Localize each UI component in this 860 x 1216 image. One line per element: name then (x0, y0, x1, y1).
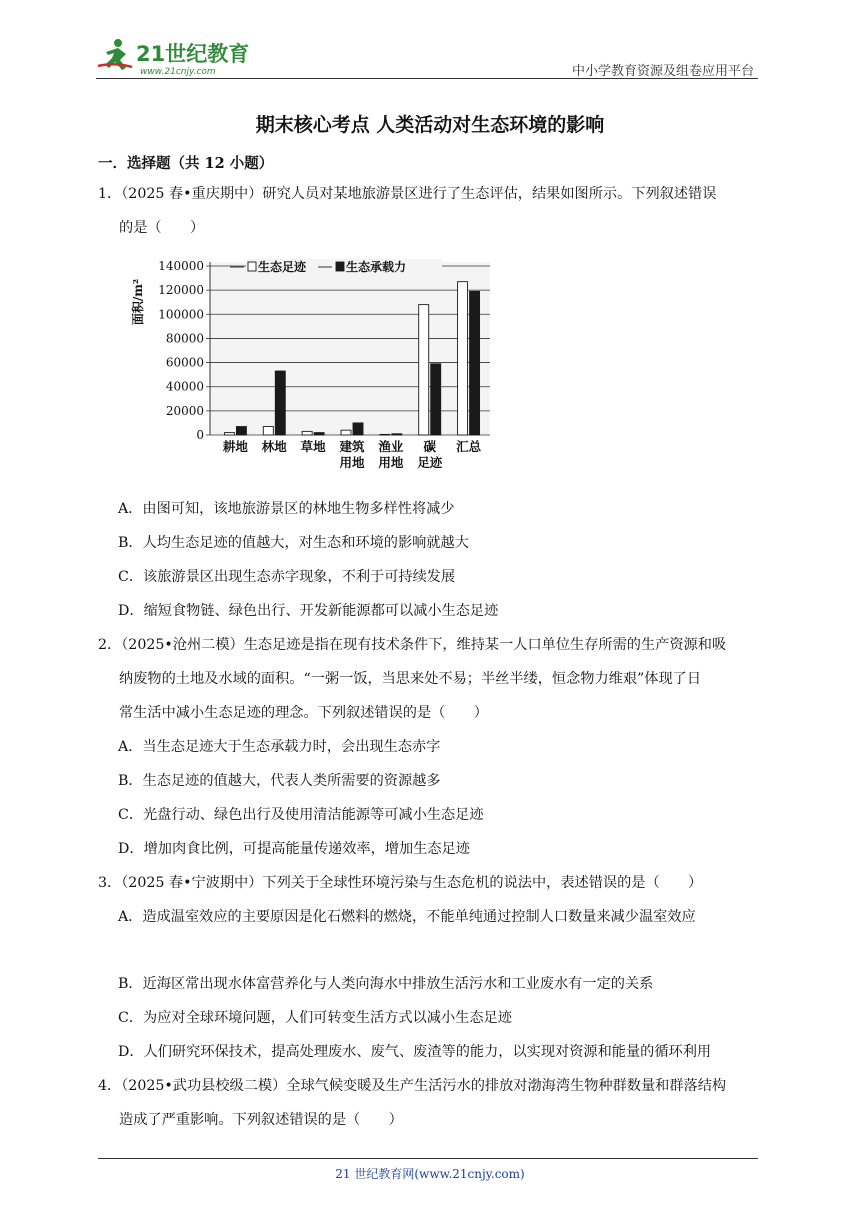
x-category-label: 草地 (300, 439, 326, 454)
site-logo (96, 36, 266, 78)
y-tick-label: 60000 (165, 355, 204, 370)
question-1-option-c[interactable]: C．该旅游景区出现生态赤字现象，不利于可持续发展 (118, 569, 456, 585)
question-2-option-d[interactable]: D．增加肉食比例，可提高能量传递效率，增加生态足迹 (118, 841, 470, 857)
x-category-label: 耕地 (222, 439, 248, 454)
question-2-line-3: 常生活中减小生态足迹的理念。下列叙述错误的是（ ） (119, 705, 488, 721)
question-3-line-1: 3．（2025 春•宁波期中）下列关于全球性环境污染与生态危机的说法中，表述错误的是（ ） (98, 875, 703, 891)
bar-footprint (263, 427, 273, 435)
question-3-option-b[interactable]: B．近海区常出现水体富营养化与人类向海水中排放生活污水和工业废水有一定的关系 (118, 976, 654, 992)
x-category-label: 建筑 (339, 439, 365, 454)
x-category-label: 足迹 (417, 455, 443, 470)
page-header (96, 28, 758, 82)
footer-divider (98, 1158, 758, 1159)
y-tick-label: 120000 (158, 283, 204, 298)
logo-url: www.21cnjy.com (140, 67, 216, 77)
bar-capacity (392, 434, 402, 435)
bar-capacity (236, 427, 246, 435)
question-2-option-c[interactable]: C．光盘行动、绿色出行及使用清洁能源等可减小生态足迹 (118, 807, 484, 823)
question-1-option-d[interactable]: D．缩短食物链、绿色出行、开发新能源都可以减小生态足迹 (118, 603, 499, 619)
y-tick-label: 80000 (165, 331, 204, 346)
question-1-line-1: 1．（2025 春•重庆期中）研究人员对某地旅游景区进行了生态评估，结果如图所示。下列叙述错误 (98, 186, 717, 202)
question-1-option-a[interactable]: A．由图可知，该地旅游景区的林地生物多样性将减少 (118, 501, 455, 517)
legend-label-capacity: 生态承载力 (346, 260, 407, 274)
y-tick-label: 40000 (165, 379, 204, 394)
legend-swatch-footprint (248, 262, 256, 271)
bar-capacity (431, 364, 441, 435)
page-footer: 21 世纪教育网(www.21cnjy.com) (335, 1167, 525, 1181)
y-tick-label: 100000 (158, 307, 204, 322)
question-4-line-2: 造成了严重影响。下列叙述错误的是（ ） (119, 1112, 403, 1128)
platform-name: 中小学教育资源及组卷应用平台 (571, 64, 754, 79)
question-2-option-b[interactable]: B．生态足迹的值越大，代表人类所需要的资源越多 (118, 773, 441, 789)
question-2-line-2: 纳废物的土地及水域的面积。“一粥一饭，当思来处不易；半丝半缕，恒念物力维艰”体现了日 (119, 671, 702, 687)
question-3-option-a[interactable]: A．造成温室效应的主要原因是化石燃料的燃烧，不能单纯通过控制人口数量来减少温室效应 (118, 909, 696, 925)
bar-capacity (353, 423, 363, 435)
bar-footprint (380, 434, 390, 435)
header-divider (96, 78, 758, 79)
x-category-label: 渔业 (378, 439, 404, 454)
x-category-label: 汇总 (456, 439, 482, 454)
question-3-option-d[interactable]: D．人们研究环保技术，提高处理废水、废气、废渣等的能力，以实现对资源和能量的循环利用 (118, 1044, 712, 1060)
bar-footprint (224, 433, 234, 435)
bar-footprint (458, 282, 468, 435)
y-tick-label: 20000 (165, 403, 204, 418)
y-axis-label: 面积/m² (131, 278, 145, 326)
y-tick-label: 0 (196, 428, 204, 442)
bar-footprint (419, 305, 429, 435)
question-2-option-a[interactable]: A．当生态足迹大于生态承载力时，会出现生态赤字 (118, 739, 441, 755)
bar-capacity (314, 433, 324, 435)
ecological-footprint-chart (118, 252, 493, 480)
bar-capacity (470, 291, 480, 435)
legend-label-footprint: 生态足迹 (258, 260, 307, 274)
page-title: 期末核心考点 人类活动对生态环境的影响 (255, 114, 605, 136)
chart-plot-area (210, 262, 490, 435)
question-1-option-b[interactable]: B．人均生态足迹的值越大，对生态和环境的影响就越大 (118, 535, 469, 551)
x-category-label: 碳 (423, 439, 436, 454)
x-category-label: 用地 (339, 455, 365, 470)
bar-footprint (302, 431, 312, 435)
question-1-line-2: 的是（ ） (119, 220, 205, 236)
question-4-line-1: 4．（2025•武功县校级二模）全球气候变暖及生产生活污水的排放对渤海湾生物种群数量和群落结构 (98, 1078, 727, 1094)
bar-footprint (341, 430, 351, 435)
question-2-line-1: 2．（2025•沧州二模）生态足迹是指在现有技术条件下，维持某一人口单位生存所需的生产资源和吸 (98, 637, 727, 653)
runner-icon (98, 39, 132, 70)
section-heading: 一．选择题（共 12 小题） (98, 155, 274, 172)
legend-swatch-capacity (336, 262, 344, 271)
logo-text: 21世纪教育 (136, 42, 250, 66)
question-3-option-c[interactable]: C．为应对全球环境问题，人们可转变生活方式以减小生态足迹 (118, 1010, 512, 1026)
bar-capacity (275, 371, 285, 435)
y-tick-label: 140000 (158, 259, 204, 273)
x-category-label: 林地 (261, 439, 287, 454)
x-category-label: 用地 (378, 455, 404, 470)
